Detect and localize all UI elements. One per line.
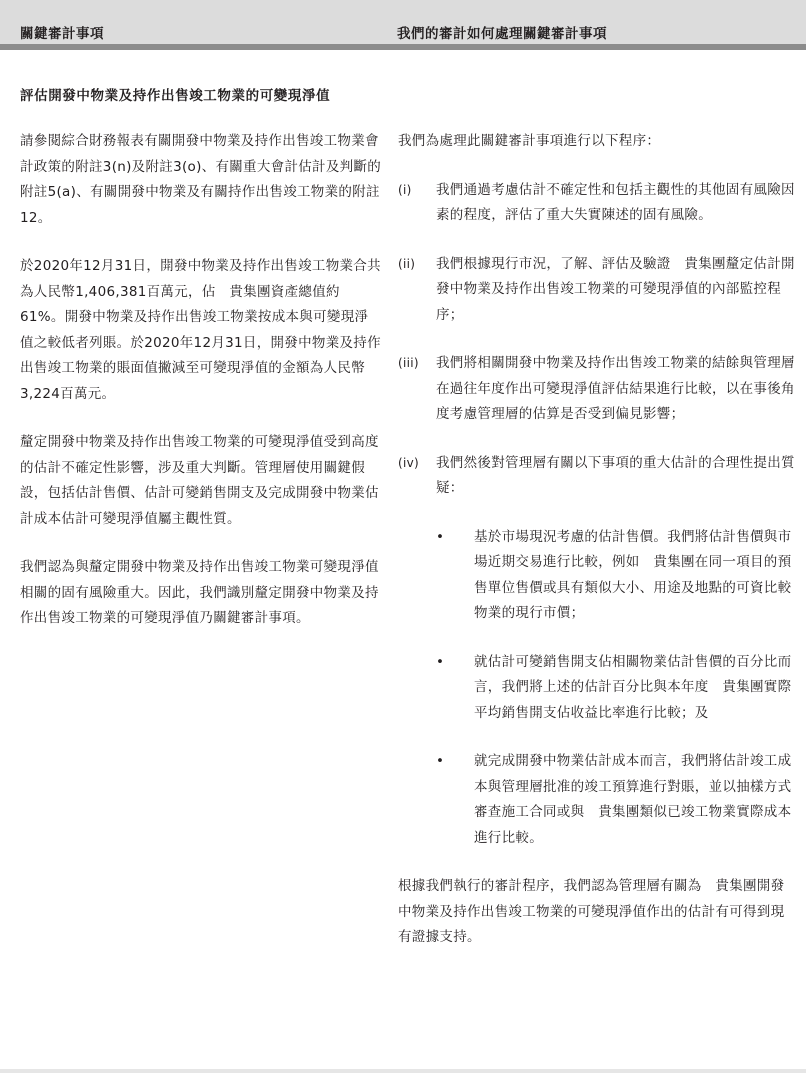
procedure-number: (iv) <box>398 455 419 470</box>
list-item-text: 基於市場現況考慮的估計售價。我們將估計售價與市場近期交易進行比較，例如 貴集團在同一項目的預售單位售價或具有類似大小、用途及地點的可資比較物業的現行市價； <box>474 528 792 621</box>
list-item-text: 就完成開發中物業估計成本而言，我們將估計竣工成本與管理層批准的竣工預算進行對賬，並以抽樣方式審查施工合同或與 貴集團類似已竣工物業實際成本進行比較。 <box>474 753 792 846</box>
procedure-text: 我們然後對管理層有關以下事項的重大估計的合理性提出質疑： <box>436 454 795 496</box>
procedure-number: (i) <box>398 182 412 197</box>
column-header-how-addressed: 我們的審計如何處理關鍵審計事項 <box>397 26 607 42</box>
left-paragraph-2: 於2020年12月31日，開發中物業及持作出售竣工物業合共為人民幣1,406,381百萬元，佔 貴集團資產總值約61%。開發中物業及持作出售竣工物業按成本與可變現淨值之較低者列賬。於2020年12月31日，開發中物業及持作出售竣工物業的賬面值撇減至可變現淨值的金額為人民幣3,224百萬元。 <box>20 258 381 402</box>
list-item <box>398 749 798 851</box>
left-paragraph-1: 請參閱綜合財務報表有關開發中物業及持作出售竣工物業會計政策的附註3(n)及附註3(o)、有關重大會計估計及判斷的附註5(a)、有關開發中物業及有關持作出售竣工物業的附註12。 <box>20 133 382 226</box>
audit-response-column <box>398 129 798 951</box>
procedure-number: (ii) <box>398 256 416 271</box>
key-audit-matter-column <box>20 129 382 655</box>
procedure-text: 我們通過考慮估計不確定性和包括主觀性的其他固有風險因素的程度，評估了重大失實陳述的固有風險。 <box>436 181 795 223</box>
procedure-text: 我們將相關開發中物業及持作出售竣工物業的結餘與管理層在過往年度作出可變現淨值評估結果進行比較，以在事後角度考慮管理層的估算是否受到偏見影響； <box>436 355 795 422</box>
procedures-intro: 我們為處理此關鍵審計事項進行以下程序： <box>398 133 661 149</box>
procedure-item <box>398 252 798 329</box>
procedure-item <box>398 351 798 428</box>
bullet-icon: • <box>436 753 445 769</box>
column-header-key-audit-matter: 關鍵審計事項 <box>20 26 104 42</box>
list-item-text: 就估計可變銷售開支佔相關物業估計售價的百分比而言，我們將上述的估計百分比與本年度 貴集團實際平均銷售開支佔收益比率進行比較；及 <box>474 653 792 721</box>
list-item <box>398 525 798 627</box>
section-title: 評估開發中物業及持作出售竣工物業的可變現淨值 <box>20 88 331 104</box>
conclusion-paragraph: 根據我們執行的審計程序，我們認為管理層有關為 貴集團開發中物業及持作出售竣工物業的可變現淨值作出的估計有可得到現有證據支持。 <box>398 878 785 945</box>
left-paragraph-4: 我們認為與釐定開發中物業及持作出售竣工物業可變現淨值相關的固有風險重大。因此，我們識別釐定開發中物業及持作出售竣工物業的可變現淨值乃關鍵審計事項。 <box>20 559 379 626</box>
procedure-item <box>398 178 798 229</box>
bullet-icon: • <box>436 528 445 545</box>
footer-divider <box>0 1069 806 1073</box>
procedure-item <box>398 451 798 502</box>
procedure-text: 我們根據現行市況，了解、評估及驗證 貴集團釐定估計開發中物業及持作出售竣工物業的可變現淨值的內部監控程序； <box>436 255 795 323</box>
left-paragraph-3: 釐定開發中物業及持作出售竣工物業的可變現淨值受到高度的估計不確定性影響，涉及重大判斷。管理層使用關鍵假設，包括估計售價、估計可變銷售開支及完成開發中物業估計成本估計可變現淨值屬主觀性質。 <box>20 434 379 527</box>
procedure-number: (iii) <box>398 356 419 370</box>
table-header <box>0 0 806 44</box>
list-item <box>398 650 798 727</box>
header-divider <box>0 44 806 50</box>
estimate-challenges-list <box>398 525 798 852</box>
bullet-icon: • <box>436 653 445 670</box>
